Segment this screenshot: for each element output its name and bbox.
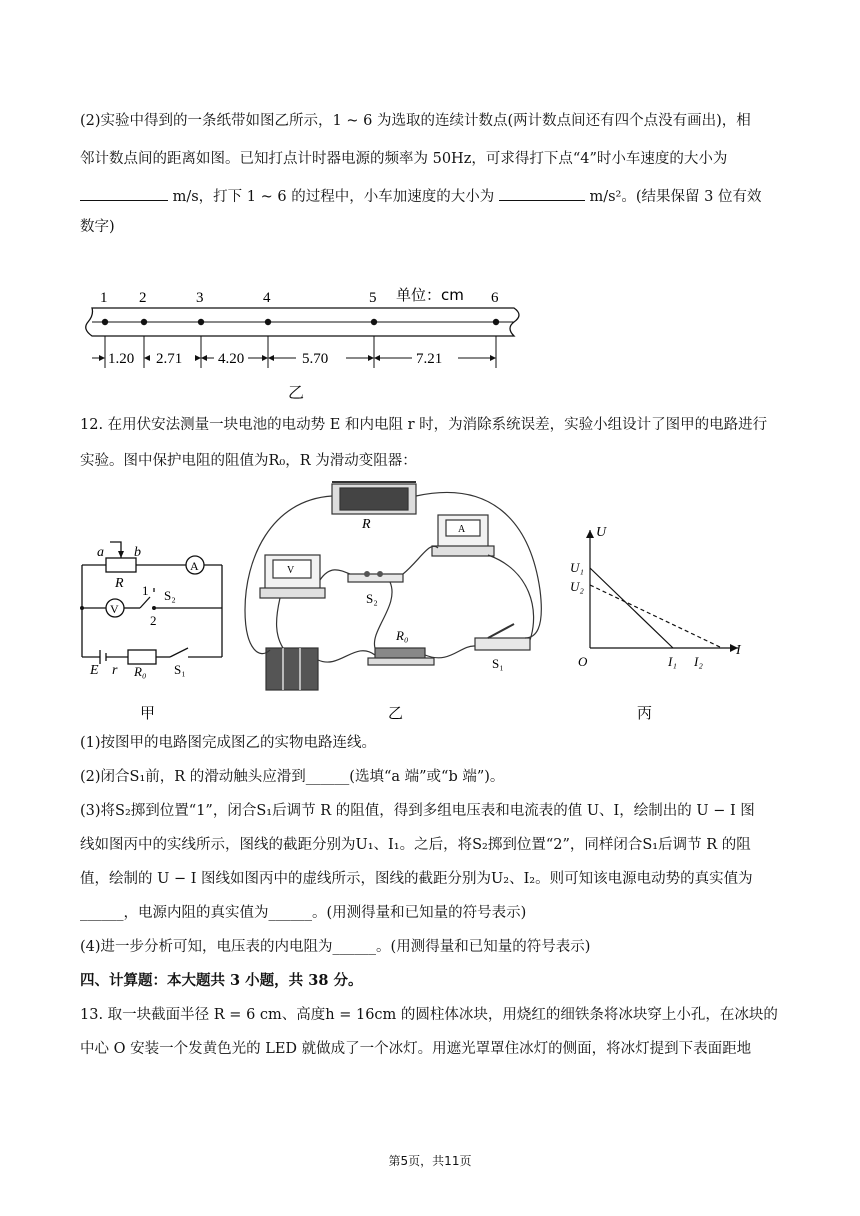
svg-text:S₂: S₂ — [164, 588, 176, 603]
svg-text:r: r — [112, 663, 118, 678]
schematic-jia — [82, 542, 222, 664]
tape-distance: 7.21 — [416, 351, 443, 367]
caption-yi: 乙 — [388, 706, 404, 722]
q12-part-1: (1)按图甲的电路图完成图乙的实物电路连线。 — [80, 735, 377, 751]
tape-unit: 单位：cm — [396, 286, 464, 304]
q12-part-4: (4)进一步分析可知，电压表的内电阻为______。(用测得量和已知量的符号表示) — [80, 939, 591, 955]
q11-line-3: m/s，打下 1 ~ 6 的过程中，小车加速度的大小为 m/s²。(结果保留 3 位有效 — [80, 182, 780, 212]
svg-text:V: V — [110, 602, 119, 616]
answer-blank-velocity[interactable] — [80, 182, 168, 201]
svg-text:O: O — [578, 654, 588, 669]
tape-point-label: 5 — [369, 290, 377, 306]
q12-line-2: 实验。图中保护电阻的阻值为R₀，R 为滑动变阻器： — [80, 453, 417, 469]
tape-point-label: 2 — [139, 290, 147, 306]
tape-distance: 1.20 — [108, 351, 135, 367]
section-4-title: 四、计算题：本大题共 3 小题，共 38 分。 — [80, 972, 363, 989]
tape-point-label: 3 — [196, 290, 204, 306]
svg-text:R₀: R₀ — [134, 664, 147, 679]
svg-text:I₂: I₂ — [694, 654, 703, 669]
svg-text:b: b — [134, 545, 141, 560]
q13-line-1: 13. 取一块截面半径 R = 6 cm、高度h = 16cm 的圆柱体冰块，用烧红的细铁条将冰块穿上小孔，在冰块的 — [80, 1007, 778, 1023]
svg-text:U: U — [596, 525, 607, 540]
svg-text:R: R — [362, 517, 371, 532]
q12-part-3a: (3)将S₂掷到位置“1”，闭合S₁后调节 R 的阻值，得到多组电压表和电流表的值 U、I，绘制出的 U − I 图 — [80, 803, 755, 819]
tape-dot — [493, 319, 499, 325]
tape-point-label: 6 — [491, 290, 499, 306]
tape-distance: 5.70 — [302, 351, 329, 367]
svg-text:I₁: I₁ — [668, 654, 677, 669]
svg-text:A: A — [458, 524, 466, 535]
svg-text:S₂: S₂ — [366, 591, 378, 606]
q11-line-2: 邻计数点间的距离如图。已知打点计时器电源的频率为 50Hz，可求得打下点“4”时小车速度的大小为 — [80, 151, 728, 167]
tape-dot — [198, 319, 204, 325]
svg-text:a: a — [97, 545, 104, 560]
circuit-figures — [70, 470, 790, 725]
ui-graph-bing — [590, 530, 738, 648]
tape-caption: 乙 — [288, 383, 305, 402]
tape-distance: 4.20 — [218, 351, 245, 367]
tape-point-label: 1 — [100, 290, 108, 306]
q12-part-2: (2)闭合S₁前，R 的滑动触头应滑到______(选填“a 端”或“b 端”)。 — [80, 769, 505, 785]
svg-text:1: 1 — [142, 583, 149, 598]
page-footer: 第5页，共11页 — [388, 1154, 472, 1168]
tape-dot — [102, 319, 108, 325]
svg-text:R₀: R₀ — [396, 628, 409, 643]
caption-jia: 甲 — [140, 706, 156, 722]
solid-ui-line — [590, 568, 673, 648]
svg-text:R: R — [115, 576, 124, 591]
tape-dot — [265, 319, 271, 325]
tape-distance: 2.71 — [156, 351, 183, 367]
svg-text:2: 2 — [150, 613, 157, 628]
q12-part-3d: ______，电源内阻的真实值为______。(用测得量和已知量的符号表示) — [80, 905, 527, 921]
tape-dot — [141, 319, 147, 325]
caption-bing: 丙 — [637, 706, 653, 722]
svg-text:A: A — [190, 559, 199, 573]
tape-point-label: 4 — [263, 290, 271, 306]
q12-part-3b: 线如图丙中的实线所示，图线的截距分别为U₁、I₁。之后，将S₂掷到位置“2”，同样闭合S₁后调节 R 的阻 — [80, 837, 751, 853]
svg-text:S₁: S₁ — [174, 662, 186, 677]
q13-line-2: 中心 O 安装一个发黄色光的 LED 就做成了一个冰灯。用遮光罩罩住冰灯的侧面，将冰灯提到下表面距地 — [80, 1041, 752, 1057]
svg-text:U₂: U₂ — [570, 579, 584, 594]
q11-line-4: 数字) — [80, 219, 115, 235]
q12-line-1: 12. 在用伏安法测量一块电池的电动势 E 和内电阻 r 时，为消除系统误差，实验小组设计了图甲的电路进行 — [80, 417, 768, 433]
dashed-ui-line — [590, 585, 722, 648]
svg-text:S₁: S₁ — [492, 656, 504, 671]
svg-text:U₁: U₁ — [570, 560, 584, 575]
svg-text:I: I — [736, 643, 741, 658]
q11-line-1: (2)实验中得到的一条纸带如图乙所示，1 ~ 6 为选取的连续计数点(两计数点间还有四个点没有画出)，相 — [80, 113, 751, 129]
svg-text:E: E — [90, 663, 99, 678]
answer-blank-acceleration[interactable] — [499, 182, 585, 201]
tape-dot — [371, 319, 377, 325]
tape-figure — [78, 282, 528, 382]
q12-part-3c: 值，绘制的 U − I 图线如图丙中的虚线所示，图线的截距分别为U₂、I₂。则可知该电源电动势的真实值为 — [80, 871, 753, 887]
svg-text:V: V — [287, 565, 295, 576]
